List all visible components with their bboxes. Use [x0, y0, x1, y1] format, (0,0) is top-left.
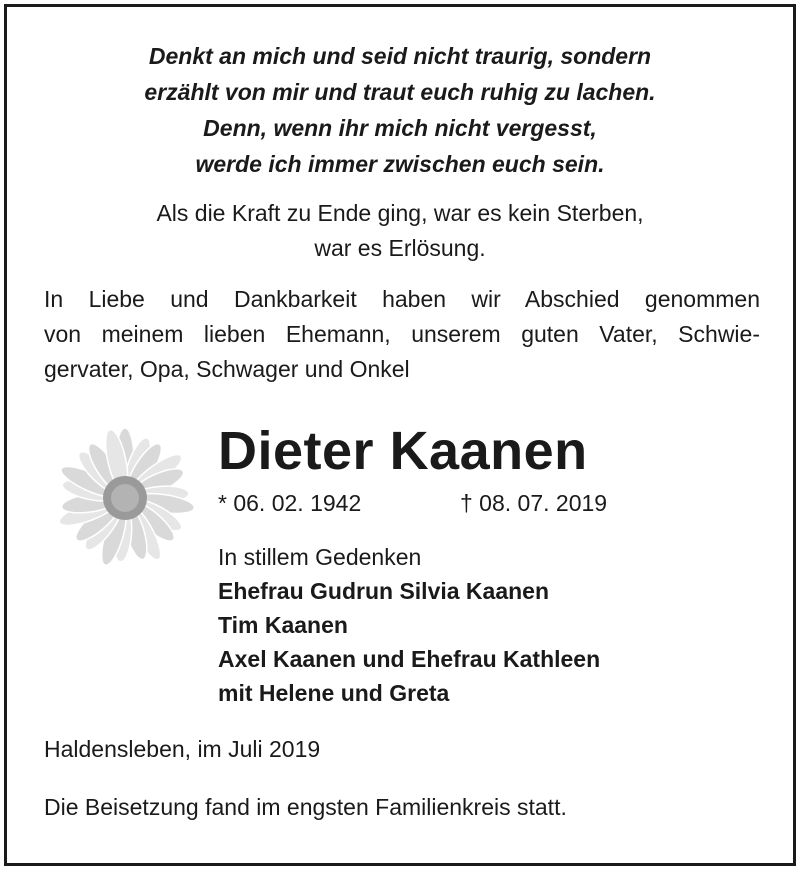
burial-note: Die Beisetzung fand im engsten Familienkreis statt. — [44, 794, 567, 820]
mourner-name: Axel Kaanen und Ehefrau Kathleen — [218, 646, 601, 672]
mourner-name: mit Helene und Greta — [218, 680, 450, 706]
intro-line: In Liebe und Dankbarkeit haben wir Abschied genommen — [44, 286, 760, 312]
place-date: Haldensleben, im Juli 2019 — [44, 736, 321, 762]
quote-line: Als die Kraft zu Ende ging, war es kein Sterben, — [156, 200, 644, 226]
intro-paragraph — [44, 282, 760, 387]
death-date: † 08. 07. 2019 — [460, 490, 608, 516]
poem-line: Denkt an mich und seid nicht traurig, sondern — [148, 43, 652, 69]
mourners-heading: In stillem Gedenken — [218, 544, 422, 570]
quote-line: war es Erlösung. — [314, 235, 486, 261]
quote — [0, 196, 800, 266]
poem-line: werde ich immer zwischen euch sein. — [195, 151, 605, 177]
deceased-name: Dieter Kaanen — [218, 421, 588, 481]
daisy-flower-icon — [40, 410, 210, 580]
mourners-block — [218, 540, 600, 710]
intro-line: von meinem lieben Ehemann, unserem guten Vater, Schwie- — [44, 321, 760, 347]
intro-line: gervater, Opa, Schwager und Onkel — [44, 356, 410, 382]
daisy-center-highlight — [111, 484, 139, 512]
poem-line: Denn, wenn ihr mich nicht vergesst, — [203, 115, 597, 141]
poem-line: erzählt von mir und traut euch ruhig zu lachen. — [144, 79, 656, 105]
poem — [0, 38, 800, 182]
mourner-name: Ehefrau Gudrun Silvia Kaanen — [218, 578, 550, 604]
mourner-name: Tim Kaanen — [218, 612, 348, 638]
birth-date: * 06. 02. 1942 — [218, 490, 362, 516]
